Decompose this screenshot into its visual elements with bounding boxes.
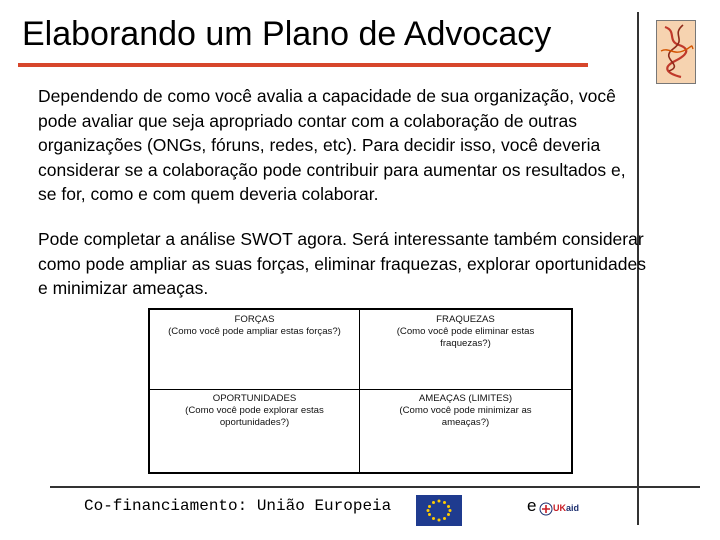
weaknesses-heading: FRAQUEZAS: [436, 314, 495, 325]
organization-logo-icon: [656, 20, 696, 84]
intro-paragraph: Dependendo de como você avalia a capacidade de sua organização, você pode avaliar que seja apropriado contar com a colaboração de outras organizações (ONGs, fóruns, redes, etc). Para decidir isso, você deveria considerar se a colaboração pode contribuir para aumentar os resultados e, se for, como e com quem deveria colaborar.: [38, 86, 626, 204]
swot-cell-threats: [360, 390, 571, 472]
strengths-question: (Como você pode ampliar estas forças?): [168, 326, 341, 337]
eu-flag-icon: [416, 495, 462, 526]
threats-heading: AMEAÇAS (LIMITES): [418, 393, 513, 404]
footer-divider: [50, 486, 700, 488]
funding-text: Co-financiamento: União Europeia: [84, 497, 392, 515]
swot-cell-strengths: [150, 310, 360, 390]
strengths-heading: FORÇAS: [234, 314, 275, 325]
weaknesses-question: (Como você pode eliminar estas fraquezas?): [396, 326, 535, 349]
ukaid-aid-text: aid: [566, 503, 580, 513]
opportunities-question: (Como você pode explorar estas oportunidades?): [185, 405, 324, 428]
threats-question: (Como você pode minimizar as ameaças?): [399, 405, 532, 428]
footer-conjunction: e: [527, 496, 537, 515]
opportunities-heading: OPORTUNIDADES: [212, 393, 297, 404]
swot-cell-weaknesses: [360, 310, 571, 390]
ukaid-logo-icon: [539, 499, 589, 517]
swot-cell-opportunities: [150, 390, 360, 472]
swot-instruction-paragraph: Pode completar a análise SWOT agora. Será interessante também considerar como pode ampliar as suas forças, eliminar fraquezas, explorar oportunidades e minimizar ameaças.: [38, 229, 646, 298]
title-underline: [18, 63, 588, 67]
slide-title: Elaborando um Plano de Advocacy: [22, 15, 552, 53]
swot-table: [148, 308, 573, 474]
ukaid-uk-text: UK: [553, 503, 566, 513]
